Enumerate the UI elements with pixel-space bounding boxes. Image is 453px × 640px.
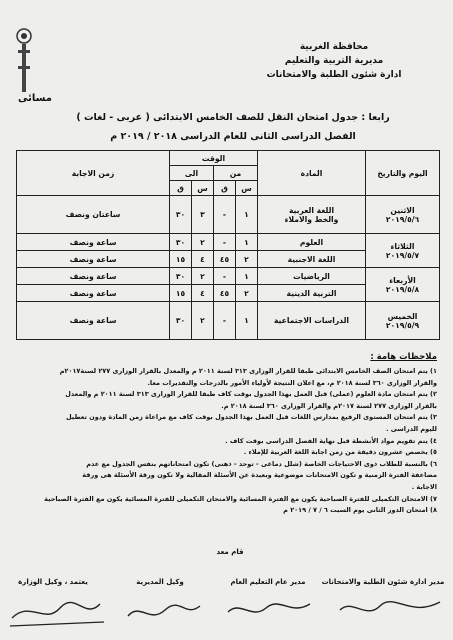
duration-cell: ساعة ونصف xyxy=(17,251,170,268)
subject-cell xyxy=(258,196,366,234)
note-line: الاجابة . xyxy=(411,482,437,491)
admin-manager-label: مدير ادارة شئون الطلبة والامتحانات xyxy=(321,578,445,586)
to-hour: ٢ xyxy=(192,302,214,340)
term-title: الفصل الدراسى الثانى للعام الدراسى ٢٠١٨ / ٢٠١٩ م xyxy=(110,131,356,142)
subject-cell: التربية الدينية xyxy=(258,285,366,302)
to-minute: ٣٠ xyxy=(170,196,192,234)
subject-cell: العلوم xyxy=(258,234,366,251)
day-date: ٢٠١٩/٥/٨ xyxy=(385,284,420,294)
note-line: ٨) امتحان الدور الثانى يوم السبت ٦ / ٧ / ٢٠١٩ م xyxy=(283,506,437,515)
preparer-label: قام معد xyxy=(216,548,244,556)
administration-line: ادارة شئون الطلبة والامتحانات xyxy=(266,70,402,80)
to-minute: ٣٠ xyxy=(170,302,192,340)
undersecretary-label: يعتمد ، وكيل الوزارة xyxy=(18,578,88,586)
from-minute: - xyxy=(214,234,236,251)
header-day-date: اليوم والتاريخ xyxy=(366,151,440,196)
to-minute: ١٥ xyxy=(170,251,192,268)
subject-name: اللغة العربية xyxy=(288,205,335,215)
to-minute: ١٥ xyxy=(170,285,192,302)
notes-list xyxy=(13,366,437,517)
duration-cell: ساعة ونصف xyxy=(17,285,170,302)
general-manager-label: مدير عام التعليم العام xyxy=(230,578,306,586)
header-time: الوقت xyxy=(170,151,258,166)
note-line: ٣) يتم امتحان المستوى الرفيع بمدارس اللغات قبل العمل بهذا الجدول بوقت كاف مع مراعاة زمن المادة ودون تعطيل xyxy=(65,413,437,422)
exam-schedule-table xyxy=(16,150,440,340)
from-hour: ٢ xyxy=(236,285,258,302)
to-minute: ٣٠ xyxy=(170,234,192,251)
to-hour: ٤ xyxy=(192,251,214,268)
governorate-line: محافظة الغربية xyxy=(299,42,369,52)
subject-cell: اللغة الاجنبية xyxy=(258,251,366,268)
day-date: ٢٠١٩/٥/٦ xyxy=(385,214,420,224)
day-date: ٢٠١٩/٥/٧ xyxy=(385,250,420,260)
day-name: الأربعاء xyxy=(389,275,416,285)
to-hour: ٢ xyxy=(192,234,214,251)
note-line: مضاعفة الفترة الزمنية و تكون الامتحانات موضوعية وبعيدة عن الأسئلة المقالية ولا تكون ورقة الأسئلة هى ورقة xyxy=(82,471,437,480)
note-line: بالقرار الوزارى ٢٧٧ لسنة ٢٠١٧م والقرار الوزارى ٣٦٠ لسنة ٢٠١٨ م. xyxy=(221,401,437,410)
from-minute: ٤٥ xyxy=(214,251,236,268)
duration-cell: ساعة ونصف xyxy=(17,234,170,251)
duration-cell: ساعة ونصف xyxy=(17,302,170,340)
header-block xyxy=(239,40,429,82)
to-hour: ٢ xyxy=(192,268,214,285)
header-subject: المادة xyxy=(258,151,366,196)
note-line: ٦) بالنسبة للطلاب ذوى الاحتياجات الخاصة (شلل دماغى - توحد - ذهنى) تكون امتحاناتهم بنفس الجدول مع عدم xyxy=(86,459,437,468)
from-hour: ٢ xyxy=(236,251,258,268)
from-hour: ١ xyxy=(236,196,258,234)
note-line: ٧) الامتحان التكميلى للفترة الصباحية يكون مع الفترة المسائية والامتحان التكميلى للفترة المسائية يكون مع الفترة الصباحية xyxy=(44,494,437,503)
from-minute: - xyxy=(214,302,236,340)
duration-cell: ساعتان ونصف xyxy=(17,196,170,234)
header-minute: ق xyxy=(170,181,192,196)
header-minute: ق xyxy=(214,181,236,196)
subject-name-extra: والخط والاملاء xyxy=(284,214,339,224)
shift-label: مسائى xyxy=(18,93,52,104)
from-minute: - xyxy=(214,196,236,234)
notes-title: ملاحظات هامة : xyxy=(370,352,437,362)
header-hour: س xyxy=(192,181,214,196)
to-hour: ٤ xyxy=(192,285,214,302)
subject-cell: الرياضيات xyxy=(258,268,366,285)
header-to: الى xyxy=(170,166,214,181)
day-cell xyxy=(366,196,440,234)
from-hour: ١ xyxy=(236,234,258,251)
note-line: لليوم الدراسى . xyxy=(386,424,437,433)
header-hour: س xyxy=(236,181,258,196)
day-date: ٢٠١٩/٥/٩ xyxy=(385,320,420,330)
duration-cell: ساعة ونصف xyxy=(17,268,170,285)
day-cell xyxy=(366,302,440,340)
to-minute: ٣٠ xyxy=(170,268,192,285)
directorate-line: مديرية التربية والتعليم xyxy=(284,56,384,66)
day-cell xyxy=(366,234,440,268)
header-from: من xyxy=(214,166,258,181)
day-name: الثلاثاء xyxy=(390,241,415,251)
deputy-label: وكيل المديرية xyxy=(136,578,184,586)
note-line: ٢) يتم امتحان مادة العلوم (عملى) قبل العمل بهذا الجدول بوقت كاف طبقا للقرار الوزارى ٣١٣ لسنة ٢٠١١ م والمعدل xyxy=(65,390,437,399)
note-line: ٥) يخصص عشرون دقيقة من زمن اجابة اللغة العربية للإملاء . xyxy=(243,448,437,457)
header-duration: زمن الاجابة xyxy=(17,151,170,196)
day-cell xyxy=(366,268,440,302)
schedule-title: رابعا : جدول امتحان النقل للصف الخامس الابتدائى ( عربى - لغات ) xyxy=(76,112,390,123)
note-line: والقرار الوزارى ٣٦٠ لسنة ٢٠١٨ م، مع اعلان النتيجة لأولياء الأمور بالدرجات والتقديرات معا. xyxy=(147,378,437,387)
note-line: ١) يتم امتحان الصف الخامس الابتدائى طبقا للقرار الوزارى ٣١٣ لسنة ٢٠١١ م والمعدل بالقرار الوزارى ٢٧٧ لسنة٢٠١٧م xyxy=(59,367,437,375)
day-name: الخميس xyxy=(387,311,418,321)
ministry-logo xyxy=(12,26,36,96)
day-name: الاثنين xyxy=(390,205,415,215)
from-hour: ١ xyxy=(236,302,258,340)
from-hour: ١ xyxy=(236,268,258,285)
handwritten-signatures xyxy=(0,590,453,635)
from-minute: - xyxy=(214,268,236,285)
subject-cell: الدراسات الاجتماعية xyxy=(258,302,366,340)
to-hour: ٣ xyxy=(192,196,214,234)
from-minute: ٤٥ xyxy=(214,285,236,302)
note-line: ٤) يتم تقويم مواد الأنشطة قبل نهاية الفصل الدراسى بوقت كاف . xyxy=(225,436,437,445)
